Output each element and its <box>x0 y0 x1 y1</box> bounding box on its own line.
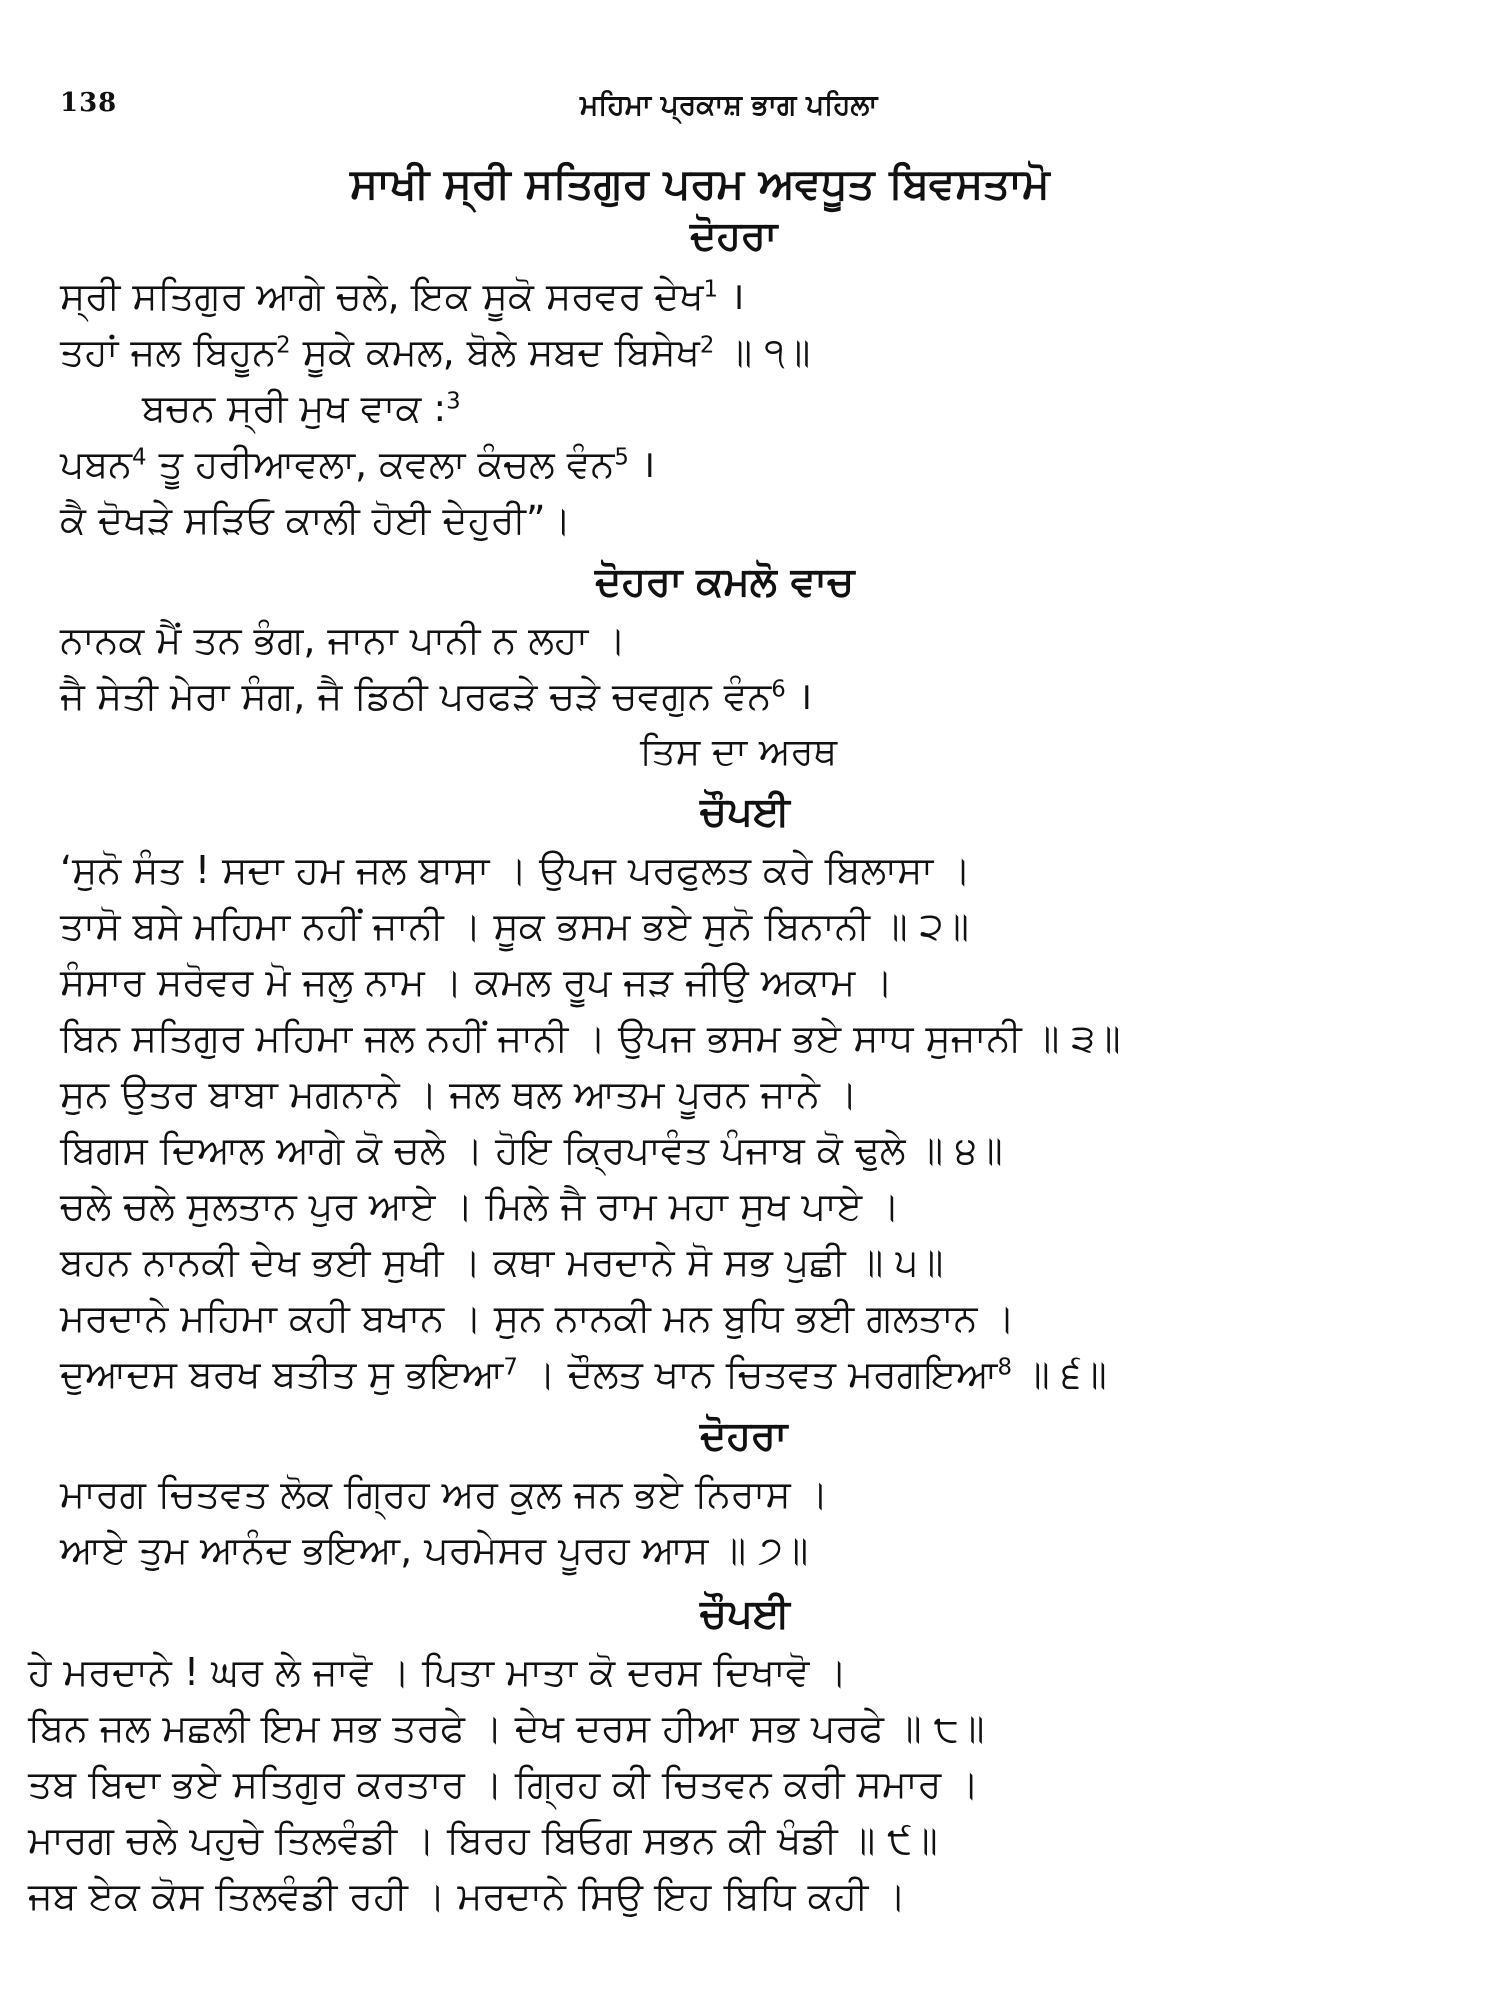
verse-line: ਬਹਨ ਨਾਨਕੀ ਦੇਖ ਭਈ ਸੁਖੀ । ਕਥਾ ਮਰਦਾਨੇ ਸੋ ਸਭ ਪੁਛੀ ॥ ੫॥ <box>60 1240 944 1284</box>
verse-line: ਦੁਆਦਸ ਬਰਖ ਬਤੀਤ ਸੁ ਭਇਆ$^7$ । ਦੌਲਤ ਖਾਨ ਚਿਤਵਤ ਮਰਗਇਆ$^8$ ॥ ੬॥ <box>60 1352 1107 1396</box>
verse-line: ਸੰਸਾਰ ਸਰੋਵਰ ਮੋ ਜਲੁ ਨਾਮ । ਕਮਲ ਰੂਪ ਜੜ ਜੀਉ ਅਕਾਮ । <box>60 960 893 1004</box>
footnote-marker: 6 <box>771 676 786 703</box>
verse-line: ਚਲੇ ਚਲੇ ਸੁਲਤਾਨ ਪੁਰ ਆਏ । ਮਿਲੇ ਜੈ ਰਾਮ ਮਹਾ ਸੁਖ ਪਾਏ । <box>60 1184 900 1228</box>
verse-line: ਜੈ ਸੇਤੀ ਮੇਰਾ ਸੰਗ, ਜੈ ਡਿਠੀ ਪਰਫੜੇ ਚੜੇ ਚਵਗੁਨ ਵੰਨ$^6$ । <box>60 674 813 718</box>
section-heading-chaupai-2: ਚੌਪਈ <box>700 1591 790 1637</box>
verse-line: ਤਬ ਬਿਦਾ ਭਏ ਸਤਿਗੁਰ ਕਰਤਾਰ । ਗ੍ਰਿਹ ਕੀ ਚਿਤਵਨ ਕਰੀ ਸਮਾਰ । <box>28 1762 980 1806</box>
verse-line: ਸ੍ਰੀ ਸਤਿਗੁਰ ਆਗੇ ਚਲੇ, ਇਕ ਸੂਕੋ ਸਰਵਰ ਦੇਖ$^1$ । <box>60 274 745 318</box>
verse-line: ਬਿਗਸ ਦਿਆਲ ਆਗੇ ਕੋ ਚਲੇ । ਹੋਇ ਕ੍ਰਿਪਾਵੰਤ ਪੰਜਾਬ ਕੋ ਢੁਲੇ ॥ ੪॥ <box>60 1128 1003 1172</box>
verse-line: ਬਿਨ ਸਤਿਗੁਰ ਮਹਿਮਾ ਜਲ ਨਹੀਂ ਜਾਨੀ । ਉਪਜ ਭਸਮ ਭਏ ਸਾਧ ਸੁਜਾਨੀ ॥ ੩॥ <box>60 1016 1121 1060</box>
section-heading-dohra-kamlo: ਦੋਹਰਾ ਕਮਲੋ ਵਾਚ <box>595 559 855 605</box>
footnote-marker: 8 <box>997 1354 1012 1381</box>
verse-line: ਸੁਨ ਉਤਰ ਬਾਬਾ ਮਗਨਾਨੇ । ਜਲ ਥਲ ਆਤਮ ਪੂਰਨ ਜਾਨੇ । <box>60 1072 858 1116</box>
verse-line: ਤਹਾਂ ਜਲ ਬਿਹੂਨ$^2$ ਸੂਕੇ ਕਮਲ, ਬੋਲੇ ਸਬਦ ਬਿਸੇਖ$^2$ ॥ ੧॥ <box>60 330 811 374</box>
verse-line: ਬਚਨ ਸ੍ਰੀ ਮੁਖ ਵਾਕ :$^3$ <box>142 386 461 430</box>
verse-line: ਮਾਰਗ ਚਲੇ ਪਹੁਚੇ ਤਿਲਵੰਡੀ । ਬਿਰਹ ਬਿਓਗ ਸਭਨ ਕੀ ਖੰਡੀ ॥ ੯॥ <box>28 1818 938 1862</box>
footnote-marker: 5 <box>614 444 629 471</box>
verse-line: ਮਾਰਗ ਚਿਤਵਤ ਲੋਕ ਗ੍ਰਿਹ ਅਰ ਕੁਲ ਜਨ ਭਏ ਨਿਰਾਸ । <box>60 1472 829 1516</box>
section-heading-dohra-1: ਦੋਹਰਾ <box>690 213 778 259</box>
verse-line: ਪਬਨ$^4$ ਤੂ ਹਰੀਆਵਲਾ, ਕਵਲਾ ਕੰਚਲ ਵੰਨ$^5$ । <box>60 442 656 486</box>
verse-line: ‘ਸੁਨੋ ਸੰਤ ! ਸਦਾ ਹਮ ਜਲ ਬਾਸਾ । ਉਪਜ ਪਰਫੁਲਤ ਕਰੇ ਬਿਲਾਸਾ । <box>60 848 971 892</box>
page-number: 138 <box>60 88 118 118</box>
footnote-marker: 2 <box>699 332 715 359</box>
chapter-title: ਸਾਖੀ ਸ੍ਰੀ ਸਤਿਗੁਰ ਪਰਮ ਅਵਧੂਤ ਬਿਵਸਤਾਮੋ <box>350 159 1050 208</box>
section-subheading: ਤਿਸ ਦਾ ਅਰਥ <box>640 730 838 773</box>
verse-line: ਕੈ ਦੋਖੜੇ ਸੜਿਓ ਕਾਲੀ ਹੋਈ ਦੇਹੁਰੀ”। <box>60 498 572 542</box>
verse-line: ਹੇ ਮਰਦਾਨੇ ! ਘਰ ਲੇ ਜਾਵੋ । ਪਿਤਾ ਮਾਤਾ ਕੋ ਦਰਸ ਦਿਖਾਵੋ । <box>28 1650 848 1694</box>
verse-line: ਜਬ ਏਕ ਕੋਸ ਤਿਲਵੰਡੀ ਰਹੀ । ਮਰਦਾਨੇ ਸਿਉ ਇਹ ਬਿਧਿ ਕਹੀ । <box>28 1874 907 1918</box>
footnote-marker: 2 <box>276 332 291 359</box>
verse-line: ਨਾਨਕ ਮੈਂ ਤਨ ਭੰਗ, ਜਾਨਾ ਪਾਨੀ ਨ ਲਹਾ । <box>60 618 626 662</box>
verse-line: ਤਾਸੋ ਬਸੇ ਮਹਿਮਾ ਨਹੀਂ ਜਾਨੀ । ਸੂਕ ਭਸਮ ਭਏ ਸੁਨੋ ਬਿਨਾਨੀ ॥ ੨॥ <box>60 904 969 948</box>
page-header <box>60 88 1440 128</box>
verse-line: ਬਿਨ ਜਲ ਮਛਲੀ ਇਮ ਸਭ ਤਰਫੇ । ਦੇਖ ਦਰਸ ਹੀਆ ਸਭ ਪਰਫੇ ॥ ੮॥ <box>28 1706 985 1750</box>
footnote-marker: 7 <box>503 1354 518 1381</box>
verse-line: ਆਏ ਤੁਮ ਆਨੰਦ ਭਇਆ, ਪਰਮੇਸਰ ਪੂਰਹ ਆਸ ॥ ੭॥ <box>60 1528 809 1572</box>
footnote-marker: 3 <box>446 388 461 415</box>
footnote-marker: 1 <box>703 276 719 303</box>
section-heading-dohra-2: ਦੋਹਰਾ <box>700 1413 788 1459</box>
section-heading-chaupai-1: ਚੌਪਈ <box>700 789 790 835</box>
verse-line: ਮਰਦਾਨੇ ਮਹਿਮਾ ਕਹੀ ਬਖਾਨ । ਸੁਨ ਨਾਨਕੀ ਮਨ ਬੁਧਿ ਭਈ ਗਲਤਾਨ । <box>60 1296 1016 1340</box>
footnote-marker: 4 <box>131 444 147 471</box>
running-title: ਮਹਿਮਾ ਪ੍ਰਕਾਸ਼ ਭਾਗ ਪਹਿਲਾ <box>580 88 878 121</box>
